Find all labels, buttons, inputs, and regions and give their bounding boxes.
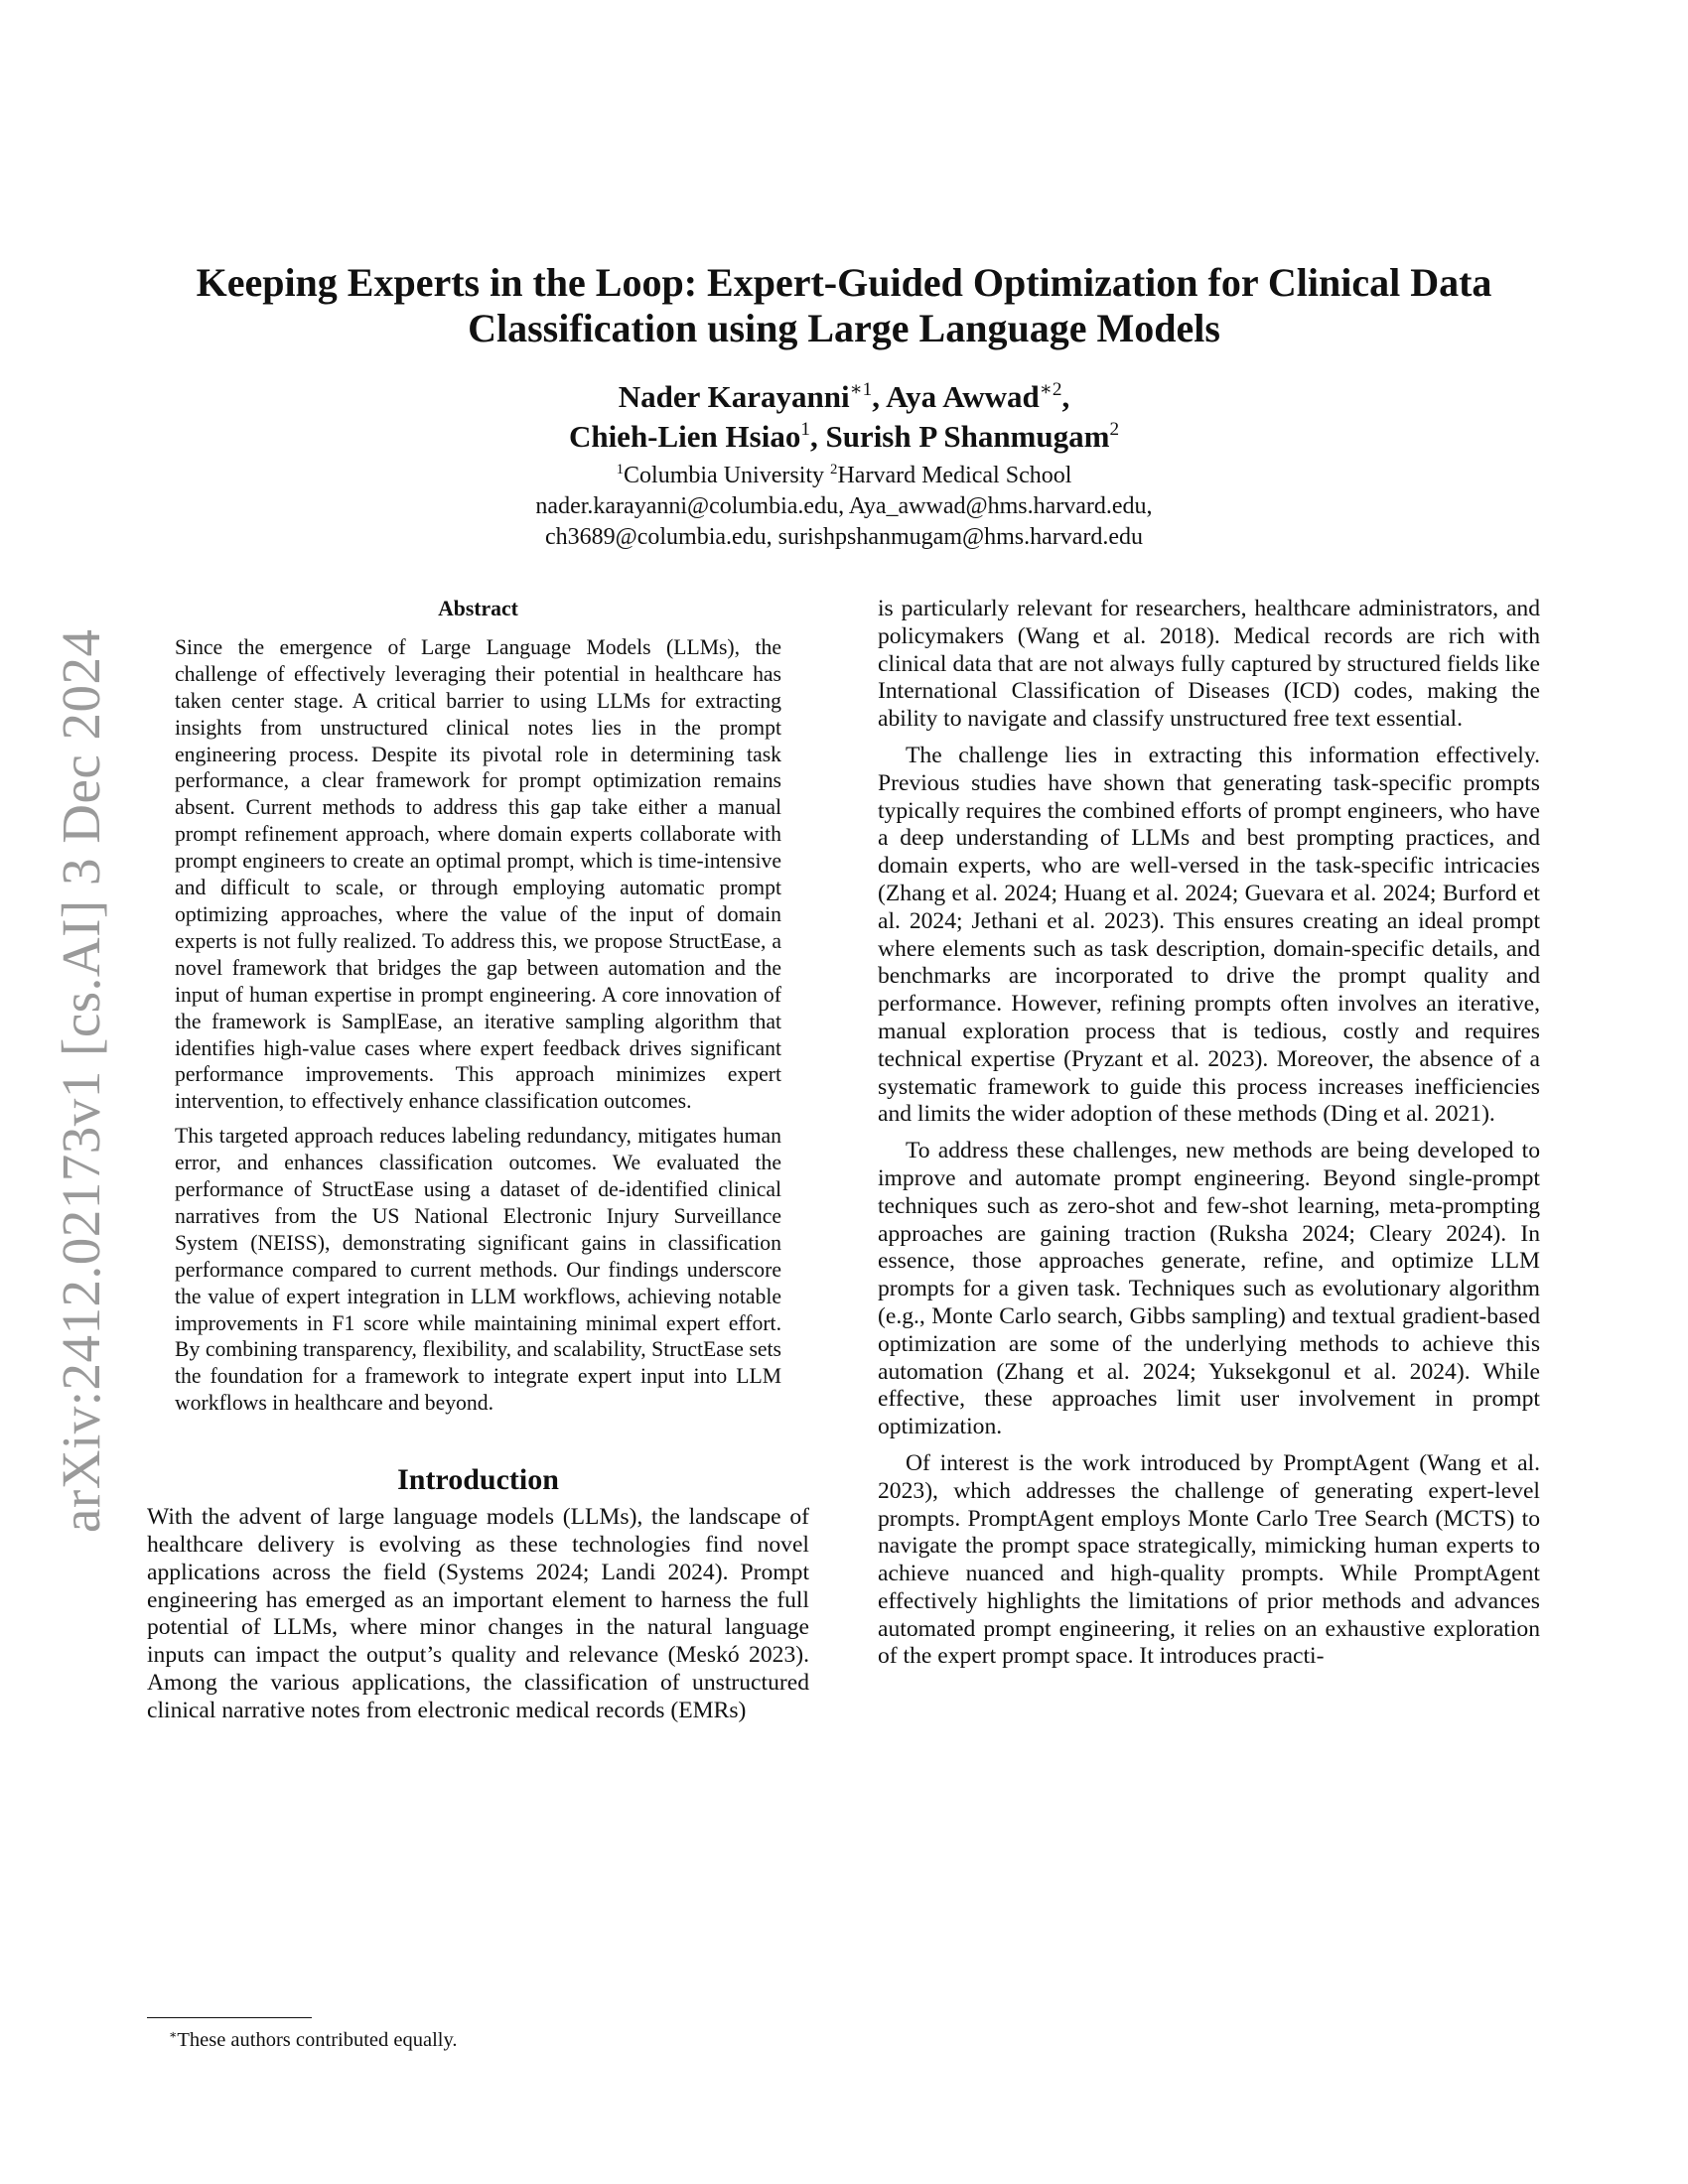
affiliation-harvard: Harvard Medical School bbox=[837, 463, 1072, 488]
body-paragraph: The challenge lies in extracting this information effectively. Previous studies have shown that generating task-specific prompts typically requires the combined efforts of prompt engineers, who have a deep understanding of LLMs and best prompting practices, and domain experts, who are well-versed in the task-specific intricacies (Zhang et al. 2024; Huang et al. 2024; Guevara et al. 2024; Burford et al. 2024; Jethani et al. 2023). This ensures creating an ideal prompt where elements such as task description, domain-specific details, and benchmarks are incorporated to drive the prompt quality and performance. However, refining prompts often involves an iterative, manual exploration process that is tedious, costly and requires technical expertise (Pryzant et al. 2023). Moreover, the absence of a systematic framework to guide this process increases inefficiencies and limits the wider adoption of these methods (Ding et al. 2021). bbox=[878, 742, 1540, 1128]
affiliations-block bbox=[149, 461, 1539, 553]
email-line-1: nader.karayanni@columbia.edu, Aya_awwad@hms.harvard.edu, bbox=[535, 493, 1153, 519]
body-paragraph: To address these challenges, new methods are being developed to improve and automate prompt engineering. Beyond single-prompt techniques such as zero-shot and few-shot learning, meta-prompting approaches are gaining traction (Ruksha 2024; Cleary 2024). In essence, those approaches generate, refine, and optimize LLM prompts for a given task. Techniques such as evolutionary algorithm (e.g., Monte Carlo search, Gibbs sampling) and textual gradient-based optimization are some of the underlying methods to achieve this automation (Zhang et al. 2024; Yuksekgonul et al. 2024). While effective, these approaches limit user involvement in prompt optimization. bbox=[878, 1138, 1540, 1440]
footnote-divider bbox=[147, 2017, 312, 2018]
footnote-text: These authors contributed equally. bbox=[177, 2029, 458, 2051]
affiliation-line bbox=[149, 461, 1539, 491]
affiliation-columbia: Columbia University bbox=[624, 463, 825, 488]
body-paragraph: With the advent of large language models (LLMs), the landscape of healthcare delivery is evolving as these technologies find novel applications across the field (Systems 2024; Landi 2024). Prompt engineering has emerged as an important element to harness the full potential of LLMs, where minor changes in the natural language inputs can impact the output’s quality and relevance (Meskó 2023). Among the various applications, the classification of unstructured clinical narrative notes from electronic medical records (EMRs) bbox=[147, 1504, 809, 1723]
body-paragraph: Of interest is the work introduced by PromptAgent (Wang et al. 2023), which addresses the challenge of generating expert-level prompts. PromptAgent employs Monte Carlo Tree Search (MCTS) to navigate the prompt space strategically, mimicking human experts to achieve nuanced and high-quality prompts. While PromptAgent effectively highlights the limitations of prior methods and advances automated prompt engineering, it relies on an exhaustive exploration of the expert prompt space. It introduces practi- bbox=[878, 1449, 1540, 1670]
author-mark: ∗1 bbox=[849, 379, 873, 401]
abstract-heading: Abstract bbox=[438, 597, 518, 620]
author-line-1: Nader Karayanni$^{∗1}$, Aya Awwad$^{∗2}$, bbox=[618, 379, 1070, 414]
email-line-2: ch3689@columbia.edu, surishpshanmugam@hms.harvard.edu bbox=[544, 524, 1144, 550]
paper-title bbox=[149, 260, 1539, 351]
footnote bbox=[169, 2027, 458, 2053]
right-column bbox=[878, 596, 1540, 1671]
author-name: Aya Awwad bbox=[886, 379, 1040, 414]
affiliation-mark: 2 bbox=[830, 461, 838, 478]
author-list bbox=[149, 377, 1539, 457]
body-paragraph: is particularly relevant for researchers, healthcare administrators, and policymakers (Wang et al. 2018). Medical records are rich with clinical data that are not always fully captured by structured fields like International Classification of Diseases (ICD) codes, making the ability to navigate and classify unstructured free text essential. bbox=[878, 596, 1540, 733]
footnote-mark: ∗ bbox=[169, 2027, 178, 2042]
title-line-1: Keeping Experts in the Loop: Expert-Guided Optimization for Clinical Data bbox=[196, 260, 1492, 305]
author-mark: 1 bbox=[800, 419, 810, 441]
author-line-2: Chieh-Lien Hsiao$^1$, Surish P Shanmugam$^2$ bbox=[568, 419, 1120, 454]
arxiv-identifier-stamp: arXiv:2412.02173v1 [cs.AI] 3 Dec 2024 bbox=[51, 628, 111, 1533]
left-column bbox=[147, 596, 809, 1725]
abstract-section bbox=[147, 596, 809, 1417]
author-mark: ∗2 bbox=[1039, 379, 1062, 401]
abstract-paragraph: Since the emergence of Large Language Models (LLMs), the challenge of effectively leveraging their potential in healthcare has taken center stage. A critical barrier to using LLMs for extracting insights from unstructured clinical notes lies in the prompt engineering process. Despite its pivotal role in determining task performance, a clear framework for prompt optimization remains absent. Current methods to address this gap take either a manual prompt refinement approach, where domain experts collaborate with prompt engineers to create an optimal prompt, which is time-intensive and difficult to scale, or through employing automatic prompt optimizing approaches, where the value of the input of domain experts is not fully realized. To address this, we propose StructEase, a novel framework that bridges the gap between automation and the input of human expertise in prompt engineering. A core innovation of the framework is SamplEase, an iterative sampling algorithm that identifies high-value cases where expert feedback drives significant performance improvements. This approach minimizes expert intervention, to effectively enhance classification outcomes. bbox=[175, 634, 781, 1114]
introduction-heading: Introduction bbox=[397, 1463, 559, 1497]
affiliation-mark: 1 bbox=[616, 461, 625, 478]
abstract-paragraph: This targeted approach reduces labeling redundancy, mitigates human error, and enhances classification outcomes. We evaluated the performance of StructEase using a dataset of de-identified clinical narratives from the US National Electronic Injury Surveillance System (NEISS), demonstrating significant gains in classification performance compared to current methods. Our findings underscore the value of expert integration in LLM workflows, achieving notable improvements in F1 score while maintaining minimal expert effort. By combining transparency, flexibility, and scalability, StructEase sets the foundation for a framework to integrate expert input into LLM workflows in healthcare and beyond. bbox=[175, 1124, 781, 1416]
author-mark: 2 bbox=[1109, 419, 1120, 441]
author-name: Surish P Shanmugam bbox=[825, 419, 1110, 454]
title-line-2: Classification using Large Language Models bbox=[468, 306, 1220, 350]
author-name: Nader Karayanni bbox=[618, 379, 850, 414]
author-name: Chieh-Lien Hsiao bbox=[568, 419, 801, 454]
